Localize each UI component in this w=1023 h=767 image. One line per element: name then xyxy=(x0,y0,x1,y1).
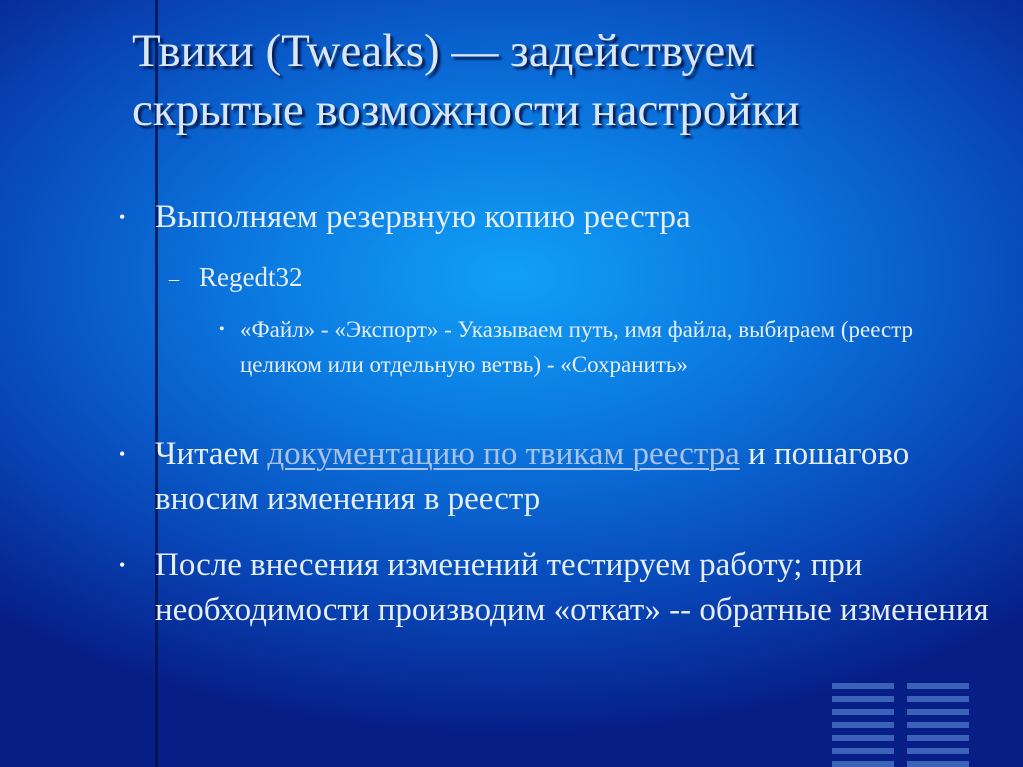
bullet-backup xyxy=(119,195,995,240)
sub-sub-bullet-export-steps-text: «Файл» - «Экспорт» - Указываем путь, имя файла, выбираем (реестр целиком или отдельную ветвь) - «Сохранить» xyxy=(240,317,914,377)
bullet-read-docs xyxy=(119,432,995,522)
bullet-read-docs-text-start: Читаем xyxy=(155,436,268,472)
sub-sub-bullet-export-steps xyxy=(219,312,940,382)
bullet-marker: • xyxy=(119,207,126,227)
sub-bullet-regedt32-text: Regedt32 xyxy=(199,262,303,292)
bullet-test-rollback-text: После внесения изменений тестируем работу; при необходимости производим «откат» -- обратные изменения xyxy=(155,547,989,628)
bullet-read-docs-text-end: и пошагово вносим изменения в реестр xyxy=(155,436,910,517)
bullet-marker: • xyxy=(219,321,225,338)
bullet-marker: • xyxy=(119,555,126,575)
slide-title-line-2: скрытые возможности настройки xyxy=(132,84,800,136)
decorative-stripes xyxy=(832,683,972,767)
slide-title xyxy=(132,22,1012,140)
slide-title-line-1: Твики (Tweaks) — задействуем xyxy=(132,25,755,77)
bullet-marker: • xyxy=(119,444,126,464)
bullet-test-rollback xyxy=(119,543,995,633)
bullet-backup-text: Выполняем резервную копию реестра xyxy=(155,199,691,235)
tweaks-documentation-link[interactable]: документацию по твикам реестра xyxy=(267,436,740,472)
decorative-stripes-right xyxy=(907,683,969,767)
sub-bullet-regedt32 xyxy=(169,260,979,294)
dash-marker: – xyxy=(169,268,179,290)
decorative-stripes-left xyxy=(832,683,894,767)
